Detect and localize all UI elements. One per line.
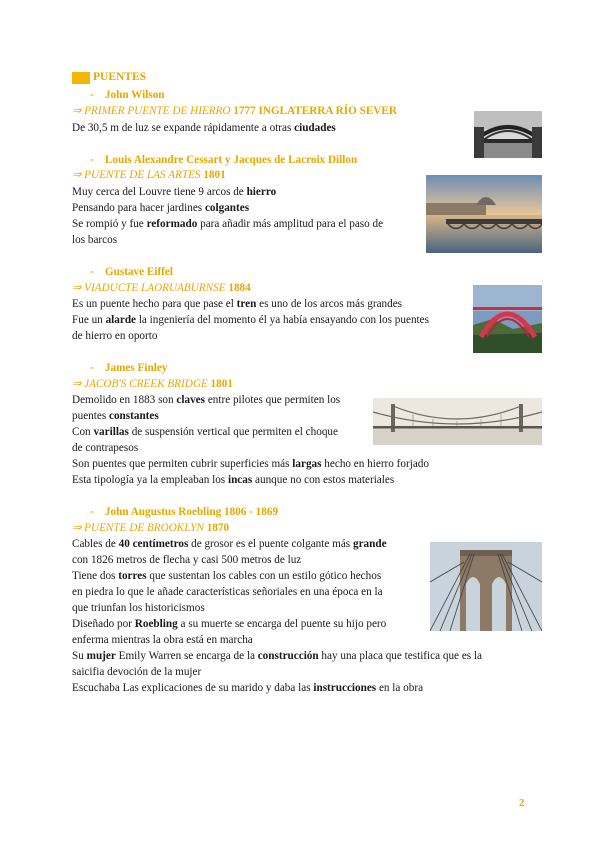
brooklyn-bridge-photo bbox=[430, 542, 542, 631]
text-run: hay una placa que testifica que es la bbox=[318, 650, 483, 662]
section-5-text-3 bbox=[72, 585, 383, 600]
text-bold: hierro bbox=[246, 186, 277, 198]
text-bold: 40 centímetros bbox=[118, 538, 189, 550]
text-run: hecho en hierro forjado bbox=[321, 458, 429, 470]
page-title: PUENTES bbox=[93, 71, 147, 83]
bullet: - bbox=[90, 266, 94, 278]
section-1-bridge-extra: 1777 INGLATERRA RÍO SEVER bbox=[233, 105, 397, 117]
section-2-bridge-extra: 1801 bbox=[203, 169, 226, 181]
text-run: saicifia devoción de la mujer bbox=[72, 666, 202, 678]
text-run: para añadir más amplitud para el paso de bbox=[197, 218, 384, 230]
text-bold: torres bbox=[118, 570, 147, 582]
text-bold: alarde bbox=[105, 314, 137, 326]
bullet: - bbox=[90, 362, 94, 374]
section-1-author-line bbox=[90, 88, 165, 103]
text-run: Emily Warren se encarga de la bbox=[115, 650, 258, 662]
section-3-bridge-name: VIADUCTE LAORUABURNSE bbox=[84, 282, 226, 294]
text-run: Tiene dos bbox=[72, 570, 119, 582]
iron-bridge-photo bbox=[474, 111, 542, 158]
text-run: a su muerte se encarga del puente su hijo pero bbox=[177, 618, 387, 630]
text-bold: reformado bbox=[146, 218, 198, 230]
text-bold: incas bbox=[227, 474, 253, 486]
section-3-author-line bbox=[90, 265, 173, 280]
section-1-text-0 bbox=[72, 121, 336, 136]
section-5-text-0 bbox=[72, 537, 387, 552]
text-bold: varillas bbox=[93, 426, 129, 438]
section-5-text-6 bbox=[72, 633, 253, 648]
text-bold: tren bbox=[236, 298, 257, 310]
section-2-text-2 bbox=[72, 217, 383, 232]
text-run: Pensando para hacer jardines bbox=[72, 202, 205, 214]
section-2-bridge bbox=[72, 168, 226, 183]
section-5-text-8 bbox=[72, 665, 201, 680]
section-2-text-1 bbox=[72, 201, 249, 216]
section-3-text-1 bbox=[72, 313, 429, 328]
section-5-text-4 bbox=[72, 601, 205, 616]
text-run: Son puentes que permiten cubrir superficies más bbox=[72, 458, 293, 470]
section-2-text-3 bbox=[72, 233, 117, 248]
bullet: - bbox=[90, 506, 94, 518]
arrow-icon: ⇒ bbox=[72, 105, 82, 117]
arrow-icon: ⇒ bbox=[72, 522, 82, 534]
text-bold: colgantes bbox=[204, 202, 250, 214]
text-bold: grande bbox=[352, 538, 387, 550]
arts-bridge-photo bbox=[426, 175, 542, 253]
section-4-bridge bbox=[72, 377, 233, 392]
text-bold: constantes bbox=[108, 410, 159, 422]
section-5-text-1 bbox=[72, 553, 301, 568]
text-run: en la obra bbox=[376, 682, 424, 694]
text-run: de grosor es el puente colgante más bbox=[188, 538, 353, 550]
section-5-text-5 bbox=[72, 617, 386, 632]
text-run: Es un puente hecho para que pase el bbox=[72, 298, 237, 310]
text-run: aunque no con estos materiales bbox=[252, 474, 395, 486]
section-5-author-line bbox=[90, 505, 278, 520]
section-1-author: John Wilson bbox=[104, 89, 165, 101]
text-run: de contrapesos bbox=[72, 442, 139, 454]
section-2-bridge-name: PUENTE DE LAS ARTES bbox=[84, 169, 201, 181]
text-run: que triunfan los historicismos bbox=[72, 602, 205, 614]
arrow-icon: ⇒ bbox=[72, 169, 82, 181]
text-run: Se rompió y fue bbox=[72, 218, 147, 230]
section-1-bridge bbox=[72, 104, 397, 119]
text-bold: ciudades bbox=[294, 122, 336, 134]
section-3-text-0 bbox=[72, 297, 402, 312]
page-number: 2 bbox=[519, 797, 525, 809]
text-bold: Roebling bbox=[134, 618, 178, 630]
text-run: con 1826 metros de flecha y casi 500 metros de luz bbox=[72, 554, 302, 566]
section-5-text-7 bbox=[72, 649, 482, 664]
section-4-author: James Finley bbox=[104, 362, 168, 374]
section-4-text-3 bbox=[72, 441, 138, 456]
text-run: de hierro en oporto bbox=[72, 330, 158, 342]
arrow-icon: ⇒ bbox=[72, 282, 82, 294]
text-bold: construcción bbox=[257, 650, 319, 662]
section-3-author: Gustave Eiffel bbox=[104, 266, 173, 278]
section-5-text-2 bbox=[72, 569, 381, 584]
text-run: Su bbox=[72, 650, 87, 662]
section-4-text-2 bbox=[72, 425, 338, 440]
section-3-bridge-extra: 1884 bbox=[228, 282, 251, 294]
bullet: - bbox=[90, 89, 94, 101]
viaduct-photo bbox=[473, 285, 542, 353]
text-run: Muy cerca del Louvre tiene 9 arcos de bbox=[72, 186, 247, 198]
section-3-bridge bbox=[72, 281, 251, 296]
section-2-author: Louis Alexandre Cessart y Jacques de Lacroix Dillon bbox=[104, 154, 358, 166]
section-5-author: John Augustus Roebling 1806 - 1869 bbox=[104, 506, 279, 518]
section-4-text-0 bbox=[72, 393, 340, 408]
text-run: Escuchaba Las explicaciones de su marido y daba las bbox=[72, 682, 314, 694]
text-run: Cables de bbox=[72, 538, 119, 550]
section-2-author-line bbox=[90, 153, 357, 168]
section-5-text-9 bbox=[72, 681, 423, 696]
section-5-bridge bbox=[72, 521, 229, 536]
text-run: entre pilotes que permiten los bbox=[205, 394, 341, 406]
text-run: puentes bbox=[72, 410, 109, 422]
text-run: Con bbox=[72, 426, 94, 438]
text-run: en piedra lo que le añade características señoriales en una época en la bbox=[72, 586, 383, 598]
section-4-author-line bbox=[90, 361, 167, 376]
section-4-bridge-name: JACOB'S CREEK BRIDGE bbox=[84, 378, 208, 390]
section-4-text-4 bbox=[72, 457, 429, 472]
section-3-text-2 bbox=[72, 329, 157, 344]
text-run: Demolido en 1883 son bbox=[72, 394, 177, 406]
section-4-text-1 bbox=[72, 409, 159, 424]
text-run: la ingeniería del momento él ya había ensayando con los puentes bbox=[136, 314, 429, 326]
text-run: que sustentan los cables con un estilo gótico hechos bbox=[146, 570, 382, 582]
arrow-icon: ⇒ bbox=[72, 378, 82, 390]
section-4-text-5 bbox=[72, 473, 394, 488]
text-run: los barcos bbox=[72, 234, 118, 246]
text-bold: instrucciones bbox=[313, 682, 377, 694]
section-2-text-0 bbox=[72, 185, 276, 200]
title-highlight bbox=[72, 72, 90, 84]
section-1-bridge-name: PRIMER PUENTE DE HIERRO bbox=[84, 105, 231, 117]
text-bold: largas bbox=[292, 458, 322, 470]
section-5-bridge-extra: 1870 bbox=[206, 522, 230, 534]
section-4-bridge-extra: 1801 bbox=[210, 378, 233, 390]
text-run: De 30,5 m de luz se expande rápidamente a otras bbox=[72, 122, 295, 134]
bullet: - bbox=[90, 154, 94, 166]
jacobs-creek-bridge-drawing bbox=[373, 398, 542, 445]
text-run: Fue un bbox=[72, 314, 106, 326]
text-run: es uno de los arcos más grandes bbox=[256, 298, 403, 310]
text-bold: mujer bbox=[86, 650, 116, 662]
text-bold: claves bbox=[176, 394, 206, 406]
text-run: Diseñado por bbox=[72, 618, 135, 630]
text-run: de suspensión vertical que permiten el choque bbox=[128, 426, 338, 438]
section-5-bridge-name: PUENTE DE BROOKLYN bbox=[84, 522, 204, 534]
text-run: Esta tipología ya la empleaban los bbox=[72, 474, 228, 486]
text-run: enferma mientras la obra está en marcha bbox=[72, 634, 253, 646]
